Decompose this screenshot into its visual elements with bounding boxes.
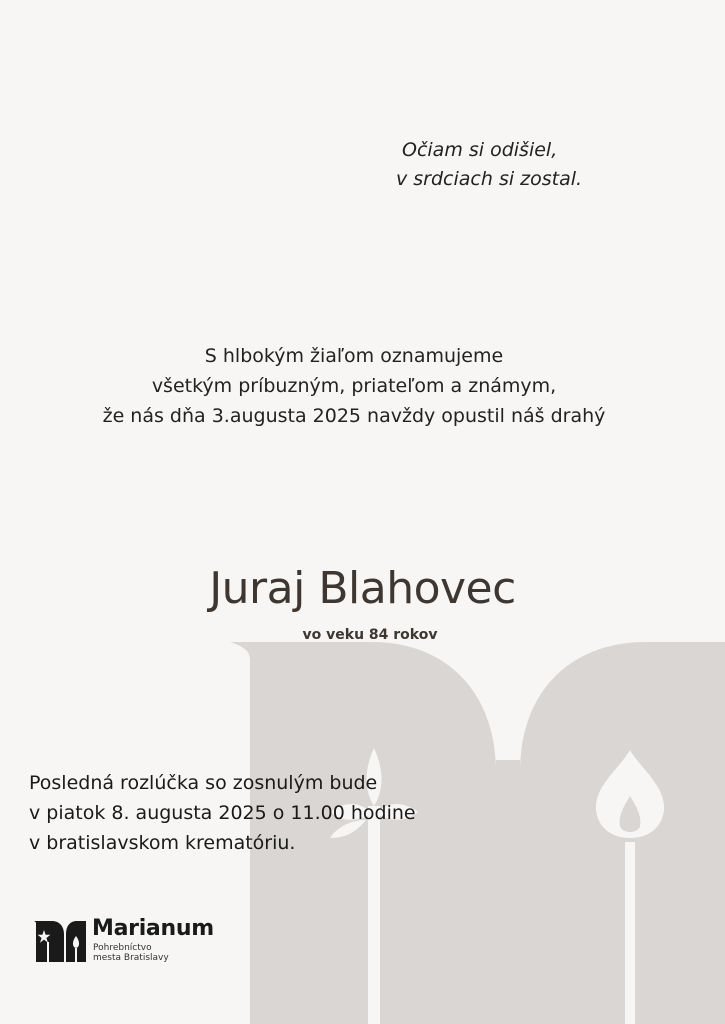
logo-subtitle-line-2: mesta Bratislavy <box>93 953 169 963</box>
logo-subtitle-line-1: Pohrebníctvo <box>93 943 152 953</box>
farewell-line-3: v bratislavskom krematóriu. <box>29 832 296 854</box>
motto-line-1: Očiam si odišiel, <box>402 139 558 161</box>
logo-brand-name: Marianum <box>92 916 214 941</box>
farewell-line-2: v piatok 8. augusta 2025 o 11.00 hodine <box>29 802 416 824</box>
logo-subtitle <box>93 943 169 963</box>
marianum-m-icon <box>34 920 86 962</box>
announcement-line-2: všetkým príbuzným, priateľom a známym, <box>151 375 557 397</box>
farewell-line-1: Posledná rozlúčka so zosnulým bude <box>29 772 378 794</box>
deceased-age: vo veku 84 rokov <box>302 627 438 643</box>
farewell-info <box>29 768 416 858</box>
marianum-logo <box>34 918 234 966</box>
announcement-line-1: S hlbokým žiaľom oznamujeme <box>204 345 504 367</box>
announcement-line-3: že nás dňa 3.augusta 2025 navždy opustil náš drahý <box>102 405 606 427</box>
motto <box>396 136 582 194</box>
deceased-name: Juraj Blahovec <box>209 563 516 614</box>
motto-line-2: v srdciach si zostal. <box>396 168 583 190</box>
announcement <box>0 341 708 431</box>
